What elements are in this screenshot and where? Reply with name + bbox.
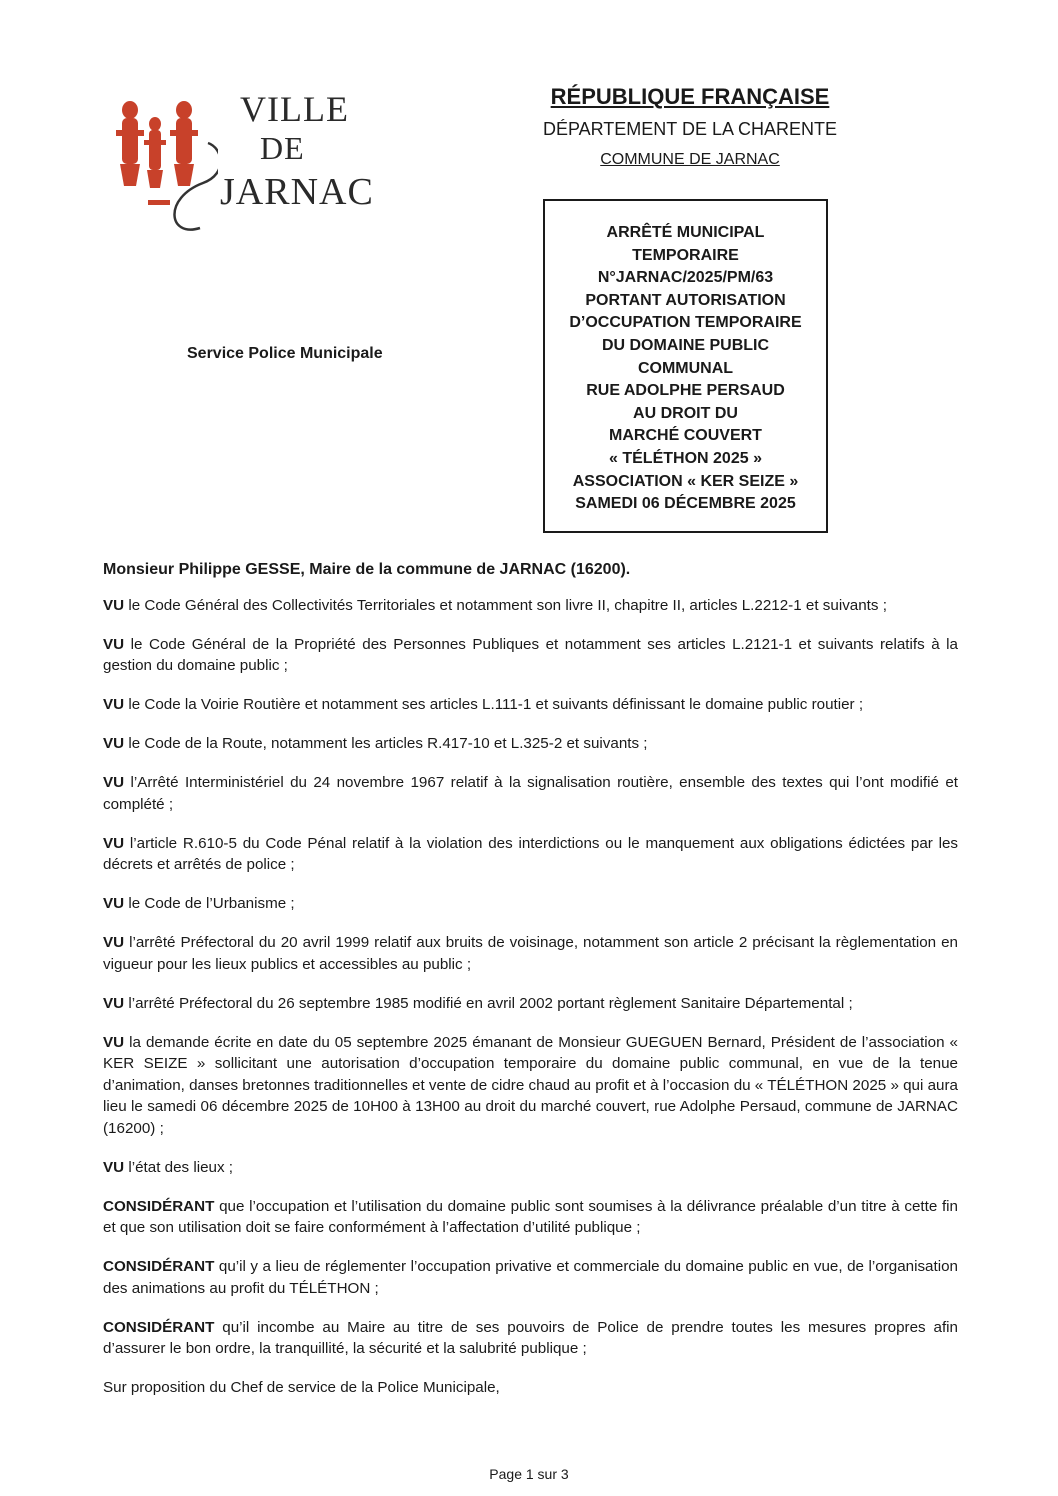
department-title: DÉPARTEMENT DE LA CHARENTE (542, 119, 838, 139)
title-box-line: COMMUNAL (637, 359, 734, 377)
body-paragraph (103, 1317, 958, 1360)
title-box-line: « TÉLÉTHON 2025 » (609, 449, 762, 467)
paragraph-lead: VU (103, 895, 125, 912)
paragraph-text: qu’il incombe au Maire au titre de ses pouvoirs de Police de prendre toutes les mesures propres afin d’assurer le bon ordre, la tranquillité, la sécurité et la salubrité publique ; (103, 1318, 958, 1357)
body-paragraph (103, 733, 958, 755)
title-box-line: DU DOMAINE PUBLIC (601, 336, 770, 354)
paragraph-text: le Code Général des Collectivités Territoriales et notamment son livre II, chapitre II, articles L.2212-1 et suivants ; (124, 596, 887, 614)
paragraph-text: l’état des lieux ; (124, 1158, 234, 1176)
body-paragraph (103, 1196, 958, 1239)
paragraph-text: que l’occupation et l’utilisation du domaine public sont soumises à la délivrance préalable d’un titre à cette fin et que son utilisation doit se faire conformément à l’affectation d’utilité publique ; (103, 1197, 958, 1236)
body-paragraph (103, 1157, 958, 1179)
body-paragraph (103, 1256, 958, 1299)
ville-de-jarnac-logo (108, 88, 398, 238)
logo-line-de: DE (260, 130, 305, 166)
body-paragraph (103, 993, 958, 1015)
paragraph-text: l’arrêté Préfectoral du 20 avril 1999 relatif aux bruits de voisinage, notamment son article 2 précisant la règlementation en vigueur pour les lieux publics et accessibles au public ; (103, 934, 958, 973)
paragraph-lead: VU (103, 596, 125, 614)
title-box-line: TEMPORAIRE (632, 246, 739, 264)
body-paragraph (103, 1377, 958, 1399)
republic-title: RÉPUBLIQUE FRANÇAISE (550, 84, 830, 109)
document-body (103, 559, 958, 1416)
page-number: Page 1 sur 3 (489, 1466, 569, 1482)
paragraph-text: Sur proposition du Chef de service de la Police Municipale, (103, 1379, 500, 1396)
paragraph-text: le Code de l’Urbanisme ; (124, 895, 295, 912)
paragraph-text: la demande écrite en date du 05 septembre 2025 émanant de Monsieur GUEGUEN Bernard, Président de l’association « KER SEIZE » sollicitant une autorisation d’occupation temporaire du domaine public communal, en vue de la tenue d’animation, danses bretonnes traditionnelles et vente de cidre chaud au profit et à l’occasion du « TÉLÉTHON 2025 » qui aura lieu le samedi 06 décembre 2025 de 10H00 à 13H00 au droit du marché couvert, rue Adolphe Persaud, commune de JARNAC (16200) ; (103, 1033, 958, 1137)
body-paragraph (103, 772, 958, 815)
paragraph-text: le Code la Voirie Routière et notamment ses articles L.111-1 et suivants définissant le domaine public routier ; (124, 696, 864, 713)
body-paragraph (103, 932, 958, 975)
paragraph-lead: CONSIDÉRANT (103, 1258, 215, 1275)
paragraph-lead: VU (103, 1033, 125, 1051)
paragraph-text: l’article R.610-5 du Code Pénal relatif à la violation des interdictions ou le manquement aux obligations édictées par les décrets et arrêtés de police ; (103, 834, 958, 873)
mayor-intro: Monsieur Philippe GESSE, Maire de la commune de JARNAC (16200). (103, 561, 631, 578)
paragraph-lead: CONSIDÉRANT (103, 1197, 215, 1215)
title-box-line: ASSOCIATION « KER SEIZE » (572, 472, 799, 490)
paragraph-text: qu’il y a lieu de réglementer l’occupation privative et commerciale du domaine public en vue, de l’organisation des animations au profit du TÉLÉTHON ; (103, 1258, 958, 1297)
title-box-line: D’OCCUPATION TEMPORAIRE (569, 314, 802, 332)
paragraph-text: le Code de la Route, notamment les articles R.417-10 et L.325-2 et suivants ; (124, 735, 648, 752)
body-paragraph (103, 833, 958, 876)
title-box-line: SAMEDI 06 DÉCEMBRE 2025 (575, 495, 796, 513)
paragraph-lead: VU (103, 994, 125, 1012)
title-box-line: PORTANT AUTORISATION (585, 291, 786, 309)
service-label: Service Police Municipale (187, 345, 383, 362)
body-paragraph (103, 1032, 958, 1140)
paragraph-lead: CONSIDÉRANT (103, 1318, 215, 1336)
title-box-line: AU DROIT DU (633, 404, 738, 422)
title-box-line: N°JARNAC/2025/PM/63 (597, 269, 774, 287)
paragraph-lead: VU (103, 735, 125, 752)
paragraph-text: l’arrêté Préfectoral du 26 septembre 1985 modifié en avril 2002 portant règlement Sanitaire Départemental ; (124, 994, 853, 1012)
paragraph-lead: VU (103, 696, 125, 713)
logo-line-jarnac: JARNAC (220, 171, 374, 213)
logo-line-ville: VILLE (240, 89, 349, 129)
paragraph-lead: VU (103, 635, 125, 653)
paragraph-lead: VU (103, 934, 125, 951)
commune-title: COMMUNE DE JARNAC (600, 151, 780, 168)
body-paragraph (103, 694, 958, 716)
arrete-title-box (543, 199, 828, 533)
paragraph-text: l’Arrêté Interministériel du 24 novembre 1967 relatif à la signalisation routière, ensemble des textes qui l’ont modifié et complété ; (103, 774, 958, 813)
title-box-line: RUE ADOLPHE PERSAUD (586, 382, 785, 400)
logo-figures-icon (108, 88, 218, 238)
body-paragraph (103, 634, 958, 677)
body-paragraph (103, 595, 958, 617)
title-box-line: ARRÊTÉ MUNICIPAL (606, 224, 765, 241)
paragraph-text: le Code Général de la Propriété des Personnes Publiques et notamment ses articles L.2121-1 et suivants relatifs à la gestion du domaine public ; (103, 635, 958, 674)
paragraph-lead: VU (103, 774, 125, 791)
paragraph-lead: VU (103, 834, 125, 852)
title-box-line: MARCHÉ COUVERT (609, 427, 762, 445)
body-paragraph (103, 893, 958, 915)
paragraph-lead: VU (103, 1158, 125, 1176)
